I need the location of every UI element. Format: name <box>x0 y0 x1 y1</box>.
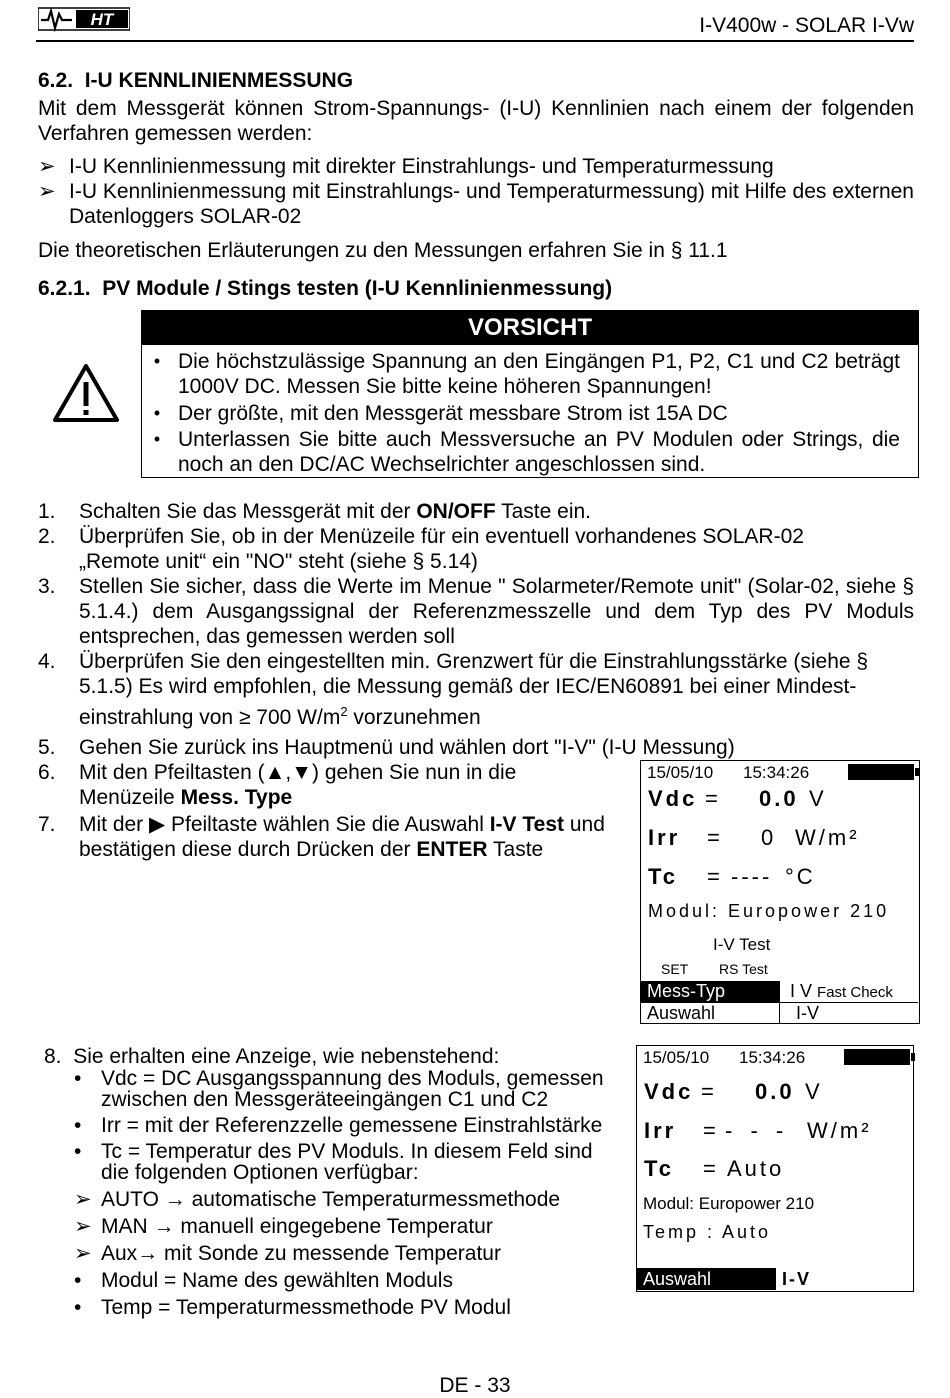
step-number: 7. <box>38 813 56 836</box>
irr-unit: W/m² <box>807 1118 872 1143</box>
step-2 <box>38 524 914 574</box>
arrow-bullet-icon: ➢ <box>38 155 56 178</box>
step-text: Mit den Pfeiltasten (▲,▼) gehen Sie nun in die <box>79 761 517 784</box>
vdc-unit: V <box>805 1079 823 1104</box>
step-key: Mess. Type <box>180 786 293 809</box>
bullet: • <box>74 1140 82 1163</box>
desc-text: die folgenden Optionen verfügbar: <box>101 1161 419 1184</box>
desc-text: Tc = Temperatur des PV Moduls. In diesem Feld sind <box>101 1140 593 1163</box>
bullet: • <box>153 403 161 423</box>
subsection-number: 6.2.1. <box>38 277 91 300</box>
instrument-screen-mess-typ <box>640 760 920 1024</box>
modul-name: Modul: Europower 210 <box>643 1194 815 1213</box>
step-text: Überprüfen Sie den eingestellten min. Grenzwert für die Einstrahlungsstärke (siehe § <box>79 650 869 673</box>
tc-value: Auto <box>727 1156 785 1181</box>
step-text: Schalten Sie das Messgerät mit der <box>79 500 417 523</box>
step-text: vorzunehmen <box>347 706 481 729</box>
irr-label: Irr <box>644 1118 677 1143</box>
step-8 <box>44 1044 499 1069</box>
irr-value: - - - <box>725 1118 790 1143</box>
desc-text: MAN → manuell eingegebene Temperatur <box>101 1215 493 1238</box>
vdc-value: 0.0 <box>759 786 799 811</box>
vdc-equals: = <box>701 1079 717 1104</box>
bullet: • <box>74 1114 82 1137</box>
step-text: Gehen Sie zurück ins Hauptmenü und wählen dort "I-V" (I-U Messung) <box>79 736 735 759</box>
vdc-unit: V <box>809 786 827 811</box>
step-text: einstrahlung von ≥ 700 W/m <box>79 706 341 729</box>
subsection-title: PV Module / Stings testen (I-U Kennlinienmessung) <box>102 277 613 300</box>
step-text: und <box>564 813 605 836</box>
mess-typ-value-main: I V <box>790 981 813 1001</box>
option-set[interactable]: SET <box>661 961 689 977</box>
screen-time: 15:34:26 <box>739 1048 806 1067</box>
arrow-bullet-icon: ➢ <box>74 1242 92 1265</box>
bullet: • <box>74 1067 82 1090</box>
description-list <box>74 1068 634 1324</box>
desc-irr <box>74 1115 634 1136</box>
tc-equals: = <box>707 864 723 889</box>
option-text: I-U Kennlinienmessung mit Einstrahlungs- und Temperaturmessung) mit Hilfe des externen Datenloggers SOLAR-02 <box>69 180 914 228</box>
option-iv-test[interactable]: I-V Test <box>713 935 771 954</box>
auswahl-label: Auswahl <box>637 1268 775 1290</box>
desc-text: AUTO → automatische Temperaturmessmethode <box>101 1188 561 1211</box>
mess-typ-value[interactable] <box>779 981 918 1002</box>
header-title: I-V400w - SOLAR I-Vw <box>699 14 914 37</box>
option-text: I-U Kennlinienmessung mit direkter Einstrahlungs- und Temperaturmessung <box>69 155 774 178</box>
mess-typ-value-option: Fast Check <box>817 984 893 1001</box>
desc-auto <box>74 1189 634 1216</box>
step-number: 3. <box>38 575 56 598</box>
step-text: Überprüfen Sie, ob in der Menüzeile für ein eventuell vorhandenes SOLAR-02 <box>79 525 804 548</box>
desc-text: Temp = Temperaturmessmethode PV Modul <box>101 1296 511 1319</box>
step-text: Menüzeile <box>79 786 181 809</box>
desc-text: Irr = mit der Referenzzelle gemessene Einstrahlstärke <box>101 1114 603 1137</box>
battery-icon <box>844 1049 910 1065</box>
caution-text: Die höchstzulässige Spannung an den Eingängen P1, P2, C1 und C2 beträgt 1000V DC. Messen Sie bitte keine höheren Spannungen! <box>178 350 900 398</box>
step-1 <box>38 499 914 524</box>
bullet: • <box>153 429 161 449</box>
arrow-bullet-icon: ➢ <box>38 180 56 203</box>
step-key: ENTER <box>416 838 488 861</box>
desc-vdc <box>74 1068 634 1110</box>
caution-item-3 <box>142 427 900 477</box>
step-text: „Remote unit“ ein "NO" steht (siehe § 5.14) <box>79 550 478 573</box>
desc-man <box>74 1216 634 1243</box>
section-number: 6.2. <box>38 69 74 92</box>
step-text: Taste <box>487 838 544 861</box>
step-text: Stellen Sie sicher, dass die Werte im Menue " Solarmeter/Remote unit" (Solar-02, siehe § 5.1.4.) dem Ausgangssignal der Referenzmesszelle und dem Typ des PV Moduls entsprechen, das gemessen werden soll <box>79 575 914 648</box>
desc-tc <box>74 1141 634 1183</box>
bullet: • <box>153 351 161 371</box>
step-6 <box>38 760 638 810</box>
step-3 <box>38 574 914 649</box>
screen-time: 15:34:26 <box>743 763 810 782</box>
mess-typ-label: Mess-Typ <box>641 981 779 1002</box>
arrow-bullet-icon: ➢ <box>74 1188 92 1211</box>
vdc-equals: = <box>705 786 721 811</box>
step-text: Sie erhalten eine Anzeige, wie nebenstehend: <box>73 1045 500 1068</box>
auswahl-value[interactable]: I-V <box>779 1002 918 1023</box>
instrument-screen-auswahl <box>636 1045 914 1292</box>
step-number: 6. <box>38 761 56 784</box>
arrow-bullet-icon: ➢ <box>74 1215 92 1238</box>
tc-unit: °C <box>785 864 816 889</box>
step-text: bestätigen diese durch Drücken der <box>79 838 417 861</box>
step-key: ON/OFF <box>416 500 496 523</box>
step-text: Mit der ▶ Pfeiltaste wählen Sie die Auswahl <box>79 813 490 836</box>
screen-date: 15/05/10 <box>647 763 714 782</box>
desc-text: Aux→ mit Sonde zu messende Temperatur <box>101 1242 501 1265</box>
section-title: I-U KENNLINIENMESSUNG <box>84 69 354 92</box>
desc-text: zwischen den Messgeräteeingängen C1 und C2 <box>101 1088 549 1111</box>
tc-equals: = <box>703 1156 719 1181</box>
bullet: • <box>74 1296 82 1319</box>
step-4 <box>38 649 914 730</box>
caution-text: Der größte, mit den Messgerät messbare Strom ist 15A DC <box>178 402 728 425</box>
tc-value: ---- <box>731 864 773 889</box>
option-item-1 <box>38 154 914 179</box>
step-number: 2. <box>38 525 56 548</box>
irr-label: Irr <box>648 825 681 850</box>
screen-date: 15/05/10 <box>643 1048 710 1067</box>
auswahl-label: Auswahl <box>641 1002 779 1023</box>
vdc-label: Vdc <box>648 786 698 811</box>
modul-name: Modul: Europower 210 <box>648 901 890 921</box>
caution-heading: VORSICHT <box>142 311 918 345</box>
svg-text:HT: HT <box>90 10 114 29</box>
caution-item-2 <box>142 401 900 426</box>
tc-label: Tc <box>644 1156 675 1181</box>
step-text: 5.1.5) Es wird empfohlen, die Messung gemäß der IEC/EN60891 bei einer Mindest- <box>79 675 857 698</box>
vdc-label: Vdc <box>644 1079 694 1104</box>
temp-method: Temp : Auto <box>643 1222 772 1242</box>
irr-unit: W/m² <box>795 825 860 850</box>
desc-aux <box>74 1243 634 1270</box>
option-rs-test[interactable]: RS Test <box>719 961 768 977</box>
subsection-heading <box>38 276 612 301</box>
option-item-2 <box>38 179 914 229</box>
theory-reference: Die theoretischen Erläuterungen zu den Messungen erfahren Sie in § 11.1 <box>38 239 728 262</box>
auswahl-value[interactable]: I-V <box>775 1268 912 1290</box>
desc-text: Modul = Name des gewählten Moduls <box>101 1269 453 1292</box>
step-number: 4. <box>38 650 56 673</box>
tc-label: Tc <box>648 864 679 889</box>
caution-text: Unterlassen Sie bitte auch Messversuche an PV Modulen oder Strings, die noch an den DC/AC Wechselrichter angeschlossen sind. <box>178 428 900 476</box>
bullet: • <box>74 1269 82 1292</box>
step-number: 5. <box>38 736 56 759</box>
desc-modul <box>74 1270 634 1297</box>
irr-equals: = <box>707 825 723 850</box>
section-heading <box>38 68 353 93</box>
irr-equals: = <box>703 1118 719 1143</box>
irr-value: 0 <box>761 825 777 850</box>
ht-logo <box>38 6 130 32</box>
section-intro: Mit dem Messgerät können Strom-Spannungs- (I-U) Kennlinien nach einem der folgenden Verfahren gemessen werden: <box>38 97 914 145</box>
warning-triangle-icon <box>52 362 120 424</box>
step-5 <box>38 735 914 760</box>
battery-icon <box>848 764 914 780</box>
vdc-value: 0.0 <box>755 1079 795 1104</box>
header-rule <box>36 40 914 42</box>
step-key: I-V Test <box>489 813 564 836</box>
caution-box <box>141 310 919 478</box>
step-7 <box>38 812 638 862</box>
page-number: DE - 33 <box>439 1374 511 1397</box>
step-text: Taste ein. <box>495 500 591 523</box>
caution-item-1 <box>142 349 900 399</box>
step-number: 8. <box>44 1045 62 1068</box>
superscript: 2 <box>340 704 348 719</box>
desc-text: Vdc = DC Ausgangsspannung des Moduls, gemessen <box>101 1067 604 1090</box>
step-number: 1. <box>38 500 56 523</box>
desc-temp <box>74 1297 634 1324</box>
